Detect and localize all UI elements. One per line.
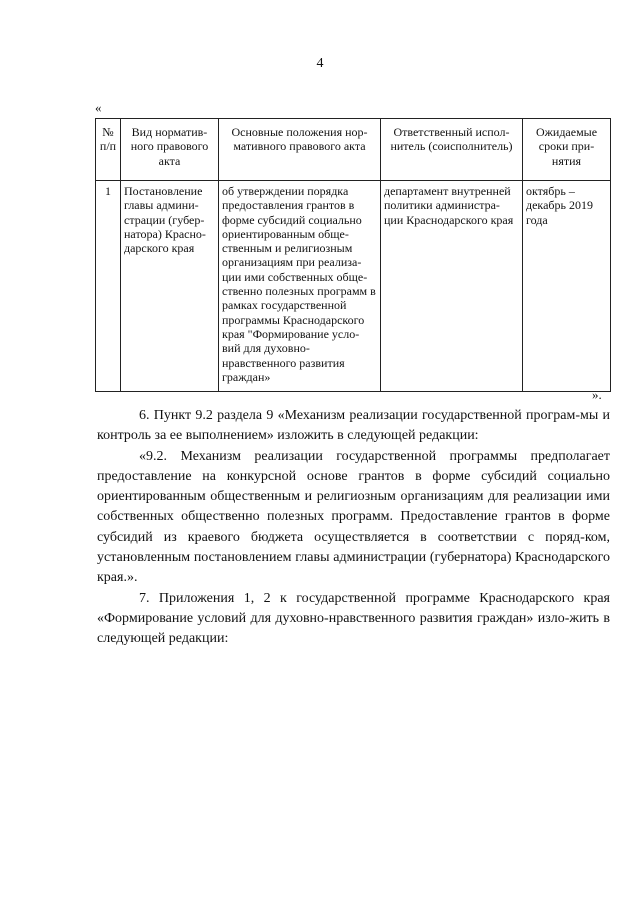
header-deadline: Ожидаемые сроки при-нятия	[523, 119, 611, 181]
header-provisions: Основные положения нор-мативного правового акта	[219, 119, 381, 181]
table-header-row	[96, 119, 611, 181]
cell-number: 1	[96, 181, 121, 392]
table-row	[96, 181, 611, 392]
paragraph-item-6: 6. Пункт 9.2 раздела 9 «Механизм реализации государственной програм-мы и контроль за ее выполнением» изложить в следующей редакции:	[97, 408, 610, 444]
cell-act-type: Постановление главы админи-страции (губер-натора) Красно-дарского края	[121, 181, 219, 392]
paragraph-item-7: 7. Приложения 1, 2 к государственной программе Краснодарского края «Формирование условий для духовно-нравственного развития граждан» изло-жить в следующей редакции:	[97, 590, 610, 647]
document-body	[97, 406, 610, 650]
page-number: 4	[316, 56, 324, 71]
cell-provisions: об утверждении порядка предоставления грантов в форме субсидий социально ориентированным обще-ственным и религиозным организациям при реализа-ции ими собственных обще-ственно полезных программ в рамках государственной программы Краснодарского края "Формирование усло-вий для духовно-нравственного развития граждан»	[219, 181, 381, 392]
header-number: № п/п	[96, 119, 121, 181]
table-open-quote: «	[95, 100, 102, 115]
cell-deadline: октябрь – декабрь 2019 года	[523, 181, 611, 392]
paragraph-section-9-2: «9.2. Механизм реализации государственной программы предполагает предоставление на конкурсной основе грантов в форме субсидий социально ориентированным общественным и религиозным организациям для реализации ими собственных общественно полезных программ. Предоставление грантов в форме субсидий из краевого бюджета осуществляется в соответствии с поряд-ком, установленным постановлением главы администрации (губернатора) Краснодарского края.».	[97, 448, 610, 586]
legal-acts-table	[95, 118, 611, 392]
table-close-quote: ».	[592, 387, 602, 402]
header-executor: Ответственный испол-нитель (соисполнитель)	[381, 119, 523, 181]
header-act-type: Вид норматив-ного правового акта	[121, 119, 219, 181]
cell-executor: департамент внутренней политики администра-ции Краснодарского края	[381, 181, 523, 392]
